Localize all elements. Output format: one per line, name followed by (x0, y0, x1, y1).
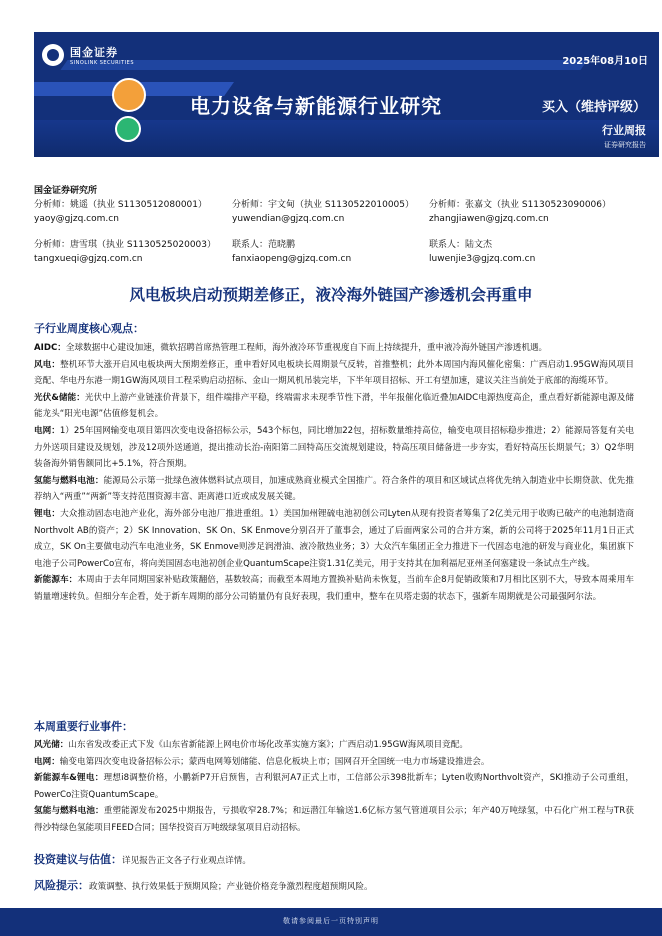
paragraph-text: 输变电第四次变电设备招标公示；蒙西电网筹划储能、信息化板块上市；国网召开全国统一电力市场建设推进会。 (59, 756, 490, 767)
analyst-email[interactable]: zhangjiawen@gjzq.com.cn (429, 214, 549, 224)
section-title-risk: 风险提示： (34, 879, 89, 892)
analyst-name: 分析师：宇文甸（执业 S1130522010005） (232, 200, 415, 210)
paragraph-text: 理想i8调整价格，小鹏新P7开启预售，吉利银河A7正式上市，工信部公示398批新车；Lyten收购Northvolt资产，SKI推动子公司重组，PowerCo注资QuantumScape。 (34, 773, 634, 800)
analyst-name: 分析师：唐雪琪（执业 S1130525020003） (34, 240, 217, 250)
paragraph-label: 电网： (34, 756, 60, 767)
paragraph (34, 754, 634, 771)
risk-warning (34, 878, 634, 896)
paragraph (34, 572, 634, 605)
logo-text-cn: 国金证券 (70, 46, 118, 59)
paragraph-label: 氢能与燃料电池： (34, 475, 104, 486)
paragraph-text: 整机环节大涨开启风电板块两大预期差修正，重申看好风电板块长周期景气反转，首推整机；此外本周国内海风催化密集：广西启动1.95GW海风项目竞配、华电丹东港一期1GW海风项目工程采购启动招标、金山一期风机吊装完毕，下半年项目招标、开工有望加速，建议关注当前处于底部的海缆环节。 (34, 359, 634, 387)
logo-text-en: SINOLINK SECURITIES (70, 60, 134, 66)
paragraph (34, 473, 634, 506)
footer-bar (0, 908, 662, 936)
paragraph-text: 能源局公示第一批绿色液体燃料试点项目，加速成熟商业模式全国推广。符合条件的项目和区域试点将优先纳入制造业中长期贷款、优先推荐纳入“两重”“两新”等支持范围资源丰富、距离港口近或成发展关键。 (34, 475, 634, 503)
analyst-card (429, 198, 611, 226)
report-date: 2025年08月10日 (562, 56, 648, 67)
paragraph-text: 山东省发改委正式下发《山东省新能源上网电价市场化改革实施方案》；广西启动1.95GW海风项目竞配。 (68, 740, 468, 750)
banner-stripe (60, 60, 587, 70)
paragraph-text: 本周由于去年同期国家补贴政策翻倍，基数较高；而截至本周地方置换补贴尚未恢复，当前车企8月促销政策和7月相比区别不大，导致本周乘用车销量增速转负。但细分车企看，处于新车周期的部分公司销量仍有良好表现，我们重申，整车在贝塔走弱的状态下，强新车周期就是公司最强阿尔法。 (34, 575, 634, 602)
footer-text: 敬请参阅最后一页特别声明 (283, 917, 379, 925)
analyst-email[interactable]: yuwendian@gjzq.com.cn (232, 214, 345, 224)
core-views-body (34, 340, 634, 606)
paragraph-text: 1）25年国网输变电项目第四次变电设备招标公示，543个标包，同比增加22包，招标数量维持高位，输变电项目招标稳步推进；2）能源局答复有关电力外送项目建设及规划，涉及12项外送通道，提出推动长治-南阳第二回特高压交流规划建设，特高压项目储备进一步夯实，看好特高压长期景气；3）Q2华明装备海外销售额同比+5.1%，符合预期。 (34, 425, 634, 470)
contact-name: 联系人：范晓鹏 (232, 240, 296, 250)
contact-email[interactable]: fanxiaopeng@gjzq.com.cn (232, 254, 352, 264)
rating: 买入（维持评级） (541, 100, 646, 115)
headline: 风电板块启动预期差修正，液冷海外链国产渗透机会再重申 (129, 286, 533, 304)
paragraph-label: 新能源车： (34, 575, 78, 586)
paragraph-text: 重塑能源发布2025中期报告，亏损收窄28.7%；和远潜江年输送1.6亿标方氢气管道项目公示；年产40万吨绿氢，中石化广州工程与TR获得沙特绿色氢能项目FEED合同；国华投资百万吨级绿氢项目启动招标。 (34, 806, 634, 833)
organization: 国金证券研究所 (34, 186, 98, 196)
analyst-name: 分析师：张嘉文（执业 S1130523090006） (429, 200, 612, 210)
contact-name: 联系人：陆文杰 (429, 240, 493, 250)
logo-icon (42, 44, 64, 66)
paragraph (34, 423, 634, 473)
paragraph (34, 357, 634, 390)
risk-text: 政策调整、执行效果低于预期风险；产业链价格竞争激烈程度超预期风险。 (89, 882, 373, 892)
analyst-card (34, 198, 207, 226)
analyst-card (232, 198, 414, 226)
contact-card (232, 238, 351, 266)
paragraph-label: 电网： (34, 425, 60, 436)
paragraph (34, 737, 634, 754)
section-title-core-views: 子行业周度核心观点： (34, 322, 144, 335)
paragraph (34, 506, 634, 572)
paragraph-label: AIDC： (34, 343, 66, 353)
section-title-events: 本周重要行业事件： (34, 720, 133, 733)
badge-icon (115, 116, 141, 142)
paragraph-label: 风光储： (34, 740, 69, 750)
advice-text: 详见报告正文各子行业观点详情。 (122, 856, 251, 866)
seal-icon (112, 78, 146, 112)
analyst-card (34, 238, 216, 266)
investment-advice (34, 852, 634, 870)
paragraph-label: 光伏&储能： (34, 392, 85, 403)
paragraph (34, 803, 634, 836)
paragraph (34, 340, 634, 357)
contact-card (429, 238, 535, 266)
section-title-advice: 投资建议与估值： (34, 853, 122, 866)
analyst-name: 分析师：姚遥（执业 S1130512080001） (34, 200, 208, 210)
paragraph-text: 全球数据中心建设加速，微软招聘首席热管理工程师，海外液冷环节重视度自下而上持续提升，重申液冷海外链国产渗透机遇。 (65, 343, 548, 353)
paragraph-text: 大众推动固态电池产业化，海外部分电池厂推进重组。1）美国加州锂硫电池初创公司Lyten从现有投资者筹集了2亿美元用于收购已破产的电池制造商Northvolt AB的资产；2）SK Innovation、SK On、SK Enmove分别召开了董事会，通过了后面两家公司的合并方案，新的公司将于2025年11月1日正式成立，SK On主要做电动汽车电池业务，SK Enmove则涉足润滑油、液冷散热业务；3）大众汽车集团正全力推进下一代固态电池的研发与商业化，集团旗下电池子公司PowerCo宣布，将向美国固态电池初创企业QuantumScape注资1.31亿美元，用于支持其在加利福尼亚州圣何塞建设一条试点生产线。 (34, 508, 634, 569)
contact-email[interactable]: luwenjie3@gjzq.com.cn (429, 254, 536, 264)
analyst-email[interactable]: yaoy@gjzq.com.cn (34, 214, 119, 224)
report-subtype: 证券研究报告 (604, 141, 646, 149)
paragraph-label: 锂电： (34, 508, 61, 519)
paragraph (34, 770, 634, 803)
paragraph-label: 氢能与燃料电池： (34, 806, 104, 817)
analyst-email[interactable]: tangxueqi@gjzq.com.cn (34, 254, 143, 264)
paragraph-label: 风电： (34, 359, 61, 370)
report-title: 电力设备与新能源行业研究 (190, 94, 442, 118)
paragraph (34, 390, 634, 423)
paragraph-label: 新能源车&锂电： (34, 773, 104, 784)
logo (42, 44, 134, 66)
paragraph-text: 光伏中上游产业链涨价背景下，组件端排产平稳，终端需求未现季节性下滑，半年报催化临近叠加AIDC电源热度高企，重点看好新能源电源及储能龙头“阳光电源”估值修复机会。 (34, 392, 634, 420)
report-type: 行业周报 (602, 124, 646, 137)
events-body (34, 737, 634, 837)
